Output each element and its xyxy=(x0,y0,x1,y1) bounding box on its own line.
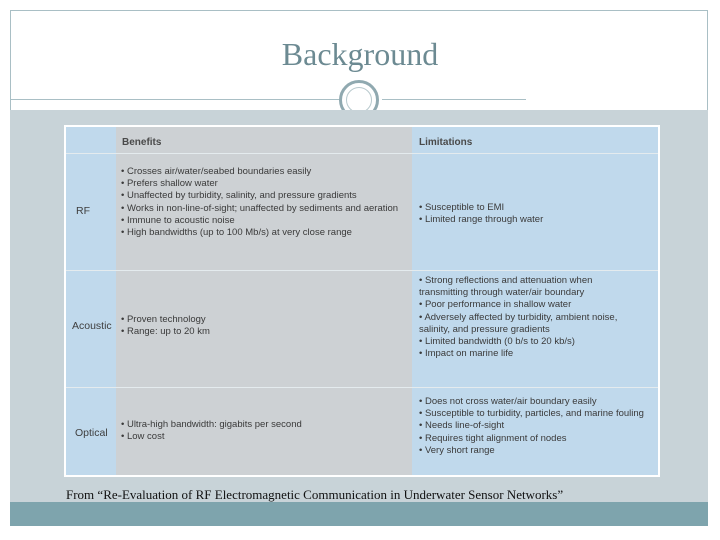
list-item: transmitting through water/air boundary xyxy=(419,287,585,299)
row-header-column xyxy=(66,127,116,475)
list-item: • Needs line-of-sight xyxy=(419,420,505,432)
benefits-header: Benefits xyxy=(122,137,162,148)
list-item: • Immune to acoustic noise xyxy=(121,214,235,226)
source-caption: From “Re-Evaluation of RF Electromagnetic Communication in Underwater Sensor Networks” xyxy=(66,487,564,502)
list-item: • Low cost xyxy=(121,431,165,443)
title-rule-right xyxy=(382,99,526,100)
bottom-band xyxy=(10,502,708,526)
list-item: • Works in non-line-of-sight; unaffected by sediments and aeration xyxy=(121,202,399,214)
slide-title: Background xyxy=(281,36,439,72)
list-item: • Very short range xyxy=(419,444,495,456)
limitations-header: Limitations xyxy=(419,137,473,148)
list-item: • Requires tight alignment of nodes xyxy=(419,432,567,444)
row-label-optical: Optical xyxy=(75,427,108,439)
list-item: • Ultra-high bandwidth: gigabits per second xyxy=(121,419,302,430)
header-divider xyxy=(66,153,658,154)
list-item: • Range: up to 20 km xyxy=(121,326,210,338)
acoustic-benefits-cell xyxy=(121,314,421,338)
list-item: salinity, and pressure gradients xyxy=(419,323,550,335)
list-item: • Crosses air/water/seabed boundaries easily xyxy=(121,166,312,177)
list-item: • Limited bandwidth (0 b/s to 20 kb/s) xyxy=(419,336,575,348)
list-item: • Strong reflections and attenuation when xyxy=(419,275,593,286)
optical-limitations-cell xyxy=(419,396,655,457)
row-divider-acoustic xyxy=(66,387,658,388)
optical-benefits-cell xyxy=(121,419,421,443)
list-item: • Susceptible to EMI xyxy=(419,202,505,213)
row-divider-rf xyxy=(66,270,658,271)
list-item: • High bandwidths (up to 100 Mb/s) at very close range xyxy=(121,227,352,239)
list-item: • Limited range through water xyxy=(419,214,544,226)
list-item: • Proven technology xyxy=(121,314,206,325)
list-item: • Poor performance in shallow water xyxy=(419,299,572,311)
list-item: • Does not cross water/air boundary easily xyxy=(419,396,597,407)
rf-limitations-cell xyxy=(419,202,655,226)
list-item: • Impact on marine life xyxy=(419,348,514,360)
list-item: • Unaffected by turbidity, salinity, and pressure gradients xyxy=(121,190,357,202)
list-item: • Prefers shallow water xyxy=(121,178,218,190)
row-label-acoustic: Acoustic xyxy=(72,320,112,332)
row-label-rf: RF xyxy=(76,205,90,217)
acoustic-limitations-cell xyxy=(419,275,655,360)
list-item: • Adversely affected by turbidity, ambient noise, xyxy=(419,311,618,323)
title-rule-left xyxy=(10,99,340,100)
rf-benefits-cell xyxy=(121,166,421,239)
list-item: • Susceptible to turbidity, particles, and marine fouling xyxy=(419,408,644,420)
